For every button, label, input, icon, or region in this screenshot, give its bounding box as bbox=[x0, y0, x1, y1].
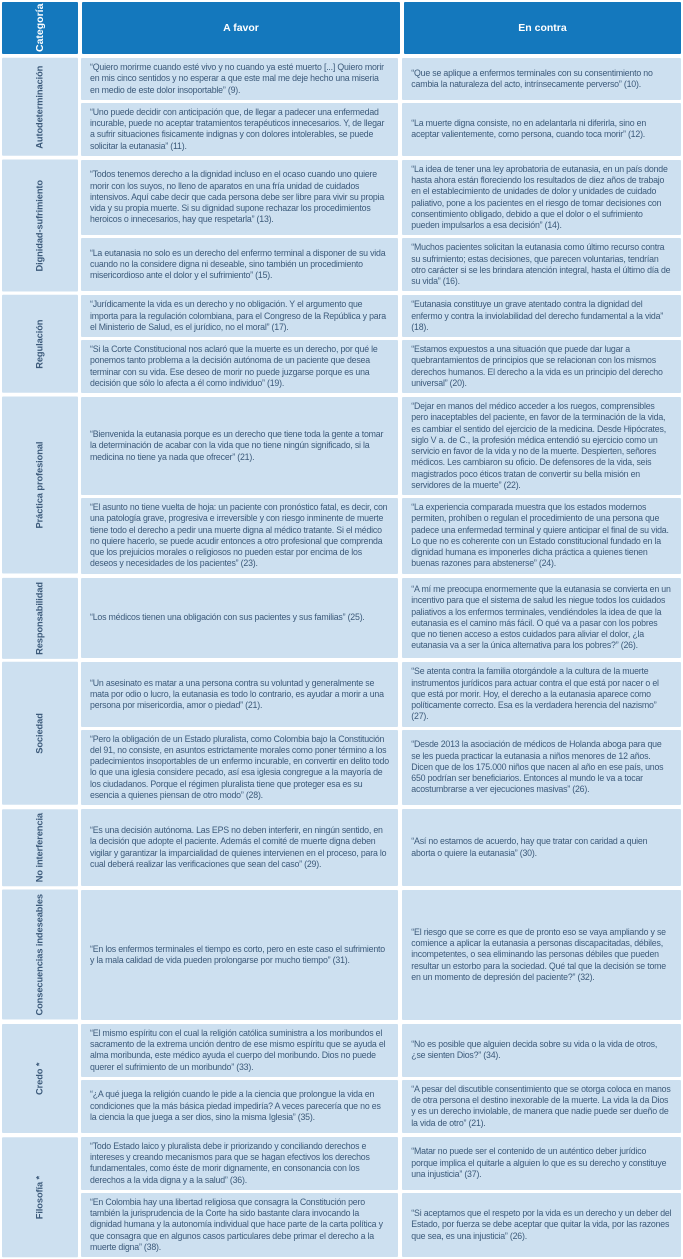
argument-row bbox=[81, 1193, 681, 1257]
pro-argument-cell: “Los médicos tienen una obligación con sus pacientes y sus familias” (25). bbox=[81, 578, 398, 659]
argument-row bbox=[81, 160, 681, 236]
con-argument-cell: “La idea de tener una ley aprobatoria de eutanasia, en un país donde hasta ahora están floreciendo los resultados de diez años de trabajo en el establecimiento de unidades de dolor y unidades de cuidado paliativo, pone a los pacientes en el riesgo de tomar decisiones con consentimiento obligado, debido a que el dolor o el sufrimiento pueden impulsarlos a esa decisión” (14). bbox=[402, 160, 681, 236]
category-group-no-interferencia bbox=[2, 809, 681, 886]
pro-argument-cell: “En los enfermos terminales el tiempo es corto, pero en este caso el sufrimiento y la mala calidad de vida pueden prolongarse por mucho tiempo” (31). bbox=[81, 890, 398, 1020]
pro-argument-cell: “El asunto no tiene vuelta de hoja: un paciente con pronóstico fatal, es decir, con una patología grave, progresiva e irreversible y con riesgo inminente de muerte tiene todo el derecho a pedir una muerte digna al médico tratante. Si el médico no quiere hacerlo, se puede acudir entonces a otro profesional que comprenda que los prejuicios morales o religiosos no pueden estar por encima de los deseos y necesidades de los pacientes” (23). bbox=[81, 498, 398, 574]
category-rows bbox=[81, 890, 681, 1020]
category-rows bbox=[81, 1024, 681, 1133]
argument-row bbox=[81, 890, 681, 1020]
argument-row bbox=[81, 397, 681, 495]
con-argument-cell: “Si aceptamos que el respeto por la vida es un derecho y un deber del Estado, por fuerza se debe aceptar que quitar la vida, por las razones que sea, es una injusticia” (26). bbox=[402, 1193, 681, 1257]
argument-row bbox=[81, 238, 681, 291]
argument-row bbox=[81, 730, 681, 806]
category-label-regulación: Regulación bbox=[2, 295, 78, 393]
column-header-category: Categoría bbox=[2, 2, 78, 54]
pro-argument-cell: “¿A qué juega la religión cuando le pide a la ciencia que prolongue la vida en condiciones que la más básica piedad impediría? A veces parecería que no es la ciencia la que juega a ser dios, sino la misma Iglesia” (35). bbox=[81, 1080, 398, 1133]
con-argument-cell: “Que se aplique a enfermos terminales con su consentimiento no cambia la naturaleza del acto, intrínsecamente perverso” (10). bbox=[402, 58, 681, 100]
category-group-práctica-profesional bbox=[2, 397, 681, 574]
table-header-row bbox=[2, 2, 681, 54]
pro-argument-cell: “Quiero morirme cuando esté vivo y no cuando ya esté muerto [...] Quiero morir en mis cinco sentidos y no esperar a que este mal me deje hecho una miseria en medio de este dolor insoportable” (9). bbox=[81, 58, 398, 100]
con-argument-cell: “La experiencia comparada muestra que los estados modernos permiten, prohíben o regulan el procedimiento de una persona que padece una enfermedad terminal y quiere anticipar el final de su vida. Lo que no es coherente con un Estado constitucional fundado en la dignidad humana es imponerles dicha práctica a quienes tienen buenas razones para abstenerse” (24). bbox=[402, 498, 681, 574]
category-group-responsabilidad bbox=[2, 578, 681, 659]
category-rows bbox=[81, 397, 681, 574]
argument-row bbox=[81, 578, 681, 659]
category-group-autodeterminación bbox=[2, 58, 681, 156]
category-group-consecuencias-indeseables bbox=[2, 890, 681, 1020]
pro-argument-cell: “Jurídicamente la vida es un derecho y no obligación. Y el argumento que importa para la regulación colombiana, para el Congreso de la República y para el Ministerio de Salud, es el jurídico, no el moral” (17). bbox=[81, 295, 398, 337]
con-argument-cell: “Así no estamos de acuerdo, hay que tratar con caridad a quien aborta o quiere la eutanasia” (30). bbox=[402, 809, 681, 886]
category-label-responsabilidad: Responsabilidad bbox=[2, 578, 78, 659]
category-label-sociedad: Sociedad bbox=[2, 662, 78, 805]
con-argument-cell: “Desde 2013 la asociación de médicos de Holanda aboga para que se les pueda practicar la eutanasia a niños menores de 12 años. Dicen que de los 175.000 niños que nacen al año en ese país, unos 650 podrían ser beneficiarios. Entonces al mundo le va a tocar acostumbrarse a ver ejecuciones masivas” (26). bbox=[402, 730, 681, 806]
category-rows bbox=[81, 160, 681, 292]
con-argument-cell: “No es posible que alguien decida sobre su vida o la vida de otros, ¿se sienten Dios?” (34). bbox=[402, 1024, 681, 1077]
pro-argument-cell: “Un asesinato es matar a una persona contra su voluntad y generalmente se mata por odio o lucro, la eutanasia es todo lo contrario, es ayudar a morir a una persona por misericordia, amor o piedad” (21). bbox=[81, 662, 398, 726]
pro-argument-cell: “Todos tenemos derecho a la dignidad incluso en el ocaso cuando uno quiere morir con los suyos, no lleno de aparatos en una fría unidad de cuidados intensivos. Aquí cabe decir que cada persona debe ser libre para vivir su propia vida y su propia muerte. Si su dignidad supone rechazar los procedimientos heroicos o innecesarios, hay que respetarla” (13). bbox=[81, 160, 398, 236]
argument-row bbox=[81, 295, 681, 337]
con-argument-cell: “Estamos expuestos a una situación que puede dar lugar a quebrantamientos de principios que se relacionan con los mismos derechos humanos. El derecho a la vida es un principio del derecho universal” (20). bbox=[402, 340, 681, 393]
category-group-sociedad bbox=[2, 662, 681, 805]
argument-row bbox=[81, 1080, 681, 1133]
category-rows bbox=[81, 809, 681, 886]
argument-row bbox=[81, 662, 681, 726]
category-rows bbox=[81, 578, 681, 659]
con-argument-cell: “Matar no puede ser el contenido de un auténtico deber jurídico porque implica el quitarle a alguien lo que es su derecho y constituye una injusticia” (37). bbox=[402, 1137, 681, 1190]
pro-argument-cell: “Todo Estado laico y pluralista debe ir priorizando y conciliando derechos e intereses y creando mecanismos para que se hagan efectivos los derechos fundamentales, como éste de morir dignamente, en consonancia con los derechos a la vida digna y a la salud” (36). bbox=[81, 1137, 398, 1190]
argument-row bbox=[81, 103, 681, 156]
category-label-dignidad-sufrimiento: Dignidad-sufrimiento bbox=[2, 160, 78, 292]
category-rows bbox=[81, 1137, 681, 1257]
con-argument-cell: “Se atenta contra la familia otorgándole a la cultura de la muerte instrumentos jurídicos para actuar contra el que está por nacer o el que está por morir. Hoy, el derecho a la eutanasia aparece como políticamente correcto. Esa es la verdadera herencia del nazismo” (27). bbox=[402, 662, 681, 726]
category-label-no-interferencia: No interferencia bbox=[2, 809, 78, 886]
category-group-dignidad-sufrimiento bbox=[2, 160, 681, 292]
category-label-filosofía: Filosofía * bbox=[2, 1137, 78, 1257]
category-rows bbox=[81, 295, 681, 393]
pro-argument-cell: “Es una decisión autónoma. Las EPS no deben interferir, en ningún sentido, en la decisión que adopte el paciente. Además el comité de muerte digna deben vigilar y garantizar la imparcialidad de quienes intervienen en el proceso, para lo cual deberá realizar las verificaciones que sean del caso” (29). bbox=[81, 809, 398, 886]
argument-row bbox=[81, 58, 681, 100]
argument-row bbox=[81, 809, 681, 886]
pro-argument-cell: “Uno puede decidir con anticipación que, de llegar a padecer una enfermedad incurable, puede no aceptar tratamientos terapéuticos innecesarios. Y, de llegar a sufrir situaciones fisicamente indignas y con dolores intolerables, se puede solicitar la eutanasia” (11). bbox=[81, 103, 398, 156]
con-argument-cell: “Dejar en manos del médico acceder a los ruegos, comprensibles pero inaceptables del paciente, en favor de la terminación de la vida, es cambiar el sentido del ejercicio de la medicina. Desde Hipócrates, siglo V a. de C., la profesión médica entendió su ejercicio como un servicio en favor de la vida y no de la muerte. Despierten, señores médicos. Les cambiaron su oficio. De defensores de la vida, seis magistrados poco éticos tratan de convertir su bella misión en servidores de la muerte” (22). bbox=[402, 397, 681, 495]
pro-argument-cell: “Pero la obligación de un Estado pluralista, como Colombia bajo la Constitución del 91, no consiste, en asuntos estrictamente morales como poner término a los padecimientos insoportables de un enfermo incurable, en convertir en delito todo lo que una iglesia considere pecado, así esa iglesia congregue a la mayoría de los ciudadanos. Porque el régimen pluralista tiene que proteger esa es su esencia a quienes piensan de otro modo” (28). bbox=[81, 730, 398, 806]
category-label-autodeterminación: Autodeterminación bbox=[2, 58, 78, 156]
con-argument-cell: “Eutanasia constituye un grave atentado contra la dignidad del enfermo y contra la inviolabilidad del derecho fundamental a la vida” (18). bbox=[402, 295, 681, 337]
argument-row bbox=[81, 340, 681, 393]
column-header-pro: A favor bbox=[82, 2, 400, 54]
argument-row bbox=[81, 1137, 681, 1190]
arguments-table bbox=[2, 2, 681, 1257]
category-label-credo: Credo * bbox=[2, 1024, 78, 1133]
column-header-con: En contra bbox=[404, 2, 681, 54]
con-argument-cell: “A mí me preocupa enormemente que la eutanasia se convierta en un incentivo para que el sistema de salud les niegue todos los cuidados paliativos a los enfermos terminales, vendiéndoles la idea de que la eutanasia es el camino más fácil. O qué va a pasar con los pobres que no tienen acceso a estos cuidados para aliviar el dolor, ¿la eutanasia va a ser la única alternativa para los pobres?” (26). bbox=[402, 578, 681, 659]
category-rows bbox=[81, 662, 681, 805]
category-rows bbox=[81, 58, 681, 156]
argument-row bbox=[81, 1024, 681, 1077]
pro-argument-cell: “El mismo espíritu con el cual la religión católica suministra a los moribundos el sacramento de la extrema unción dentro de ese mismo espíritu que se ayuda el alma moribunda, este médico ayuda el cuerpo del moribundo. Dios no puede querer el sufrimiento de un moribundo” (33). bbox=[81, 1024, 398, 1077]
category-group-credo bbox=[2, 1024, 681, 1133]
pro-argument-cell: “Bienvenida la eutanasia porque es un derecho que tiene toda la gente a tomar la determinación de acabar con la vida que no tiene ningún significado, si la medicina no tiene ya nada que ofrecer” (21). bbox=[81, 397, 398, 495]
pro-argument-cell: “Si la Corte Constitucional nos aclaró que la muerte es un derecho, por qué le ponemos tanto problema a la decisión autónoma de un paciente que desea terminar con su vida. Ese deseo de morir no puede juzgarse porque es una decisión que sólo lo afecta a él como individuo” (19). bbox=[81, 340, 398, 393]
category-group-regulación bbox=[2, 295, 681, 393]
category-label-práctica-profesional: Práctica profesional bbox=[2, 397, 78, 574]
category-label-consecuencias-indeseables: Consecuencias indeseables bbox=[2, 890, 78, 1020]
con-argument-cell: “El riesgo que se corre es que de pronto eso se vaya ampliando y se comience a aplicar la eutanasia a personas discapacitadas, débiles, incompetentes, o sea eliminando las personas débiles que pueden resultar un estorbo para la sociedad. Qué tal que la decisión se tome en un momento de depresión del paciente?” (32). bbox=[402, 890, 681, 1020]
pro-argument-cell: “La eutanasia no solo es un derecho del enfermo terminal a disponer de su vida cuando no la considere digna ni deseable, sino también un procedimiento misericordioso ante el dolor y el sufrimiento” (15). bbox=[81, 238, 398, 291]
con-argument-cell: “A pesar del discutible consentimiento que se otorga coloca en manos de otra persona el destino inexorable de la muerte. La vida la da Dios y es un derecho inviolable, de manera que nadie puede ser dueño de la vida de otro” (21). bbox=[402, 1080, 681, 1133]
con-argument-cell: “Muchos pacientes solicitan la eutanasia como último recurso contra su sufrimiento; estas decisiones, que parecen voluntarias, tendrían otro carácter si se les brindara atención integral, hasta el último día de su vida” (16). bbox=[402, 238, 681, 291]
argument-row bbox=[81, 498, 681, 574]
pro-argument-cell: “En Colombia hay una libertad religiosa que consagra la Constitución pero también la jurisprudencia de la Corte ha sido bastante clara invocando la dignidad humana y la autonomía individual que hace parte de la carta política y que consagra que en algunos casos particulares debe primar el derecho a la muerte digna” (38). bbox=[81, 1193, 398, 1257]
con-argument-cell: “La muerte digna consiste, no en adelantarla ni diferirla, sino en aceptar valientemente, como persona, cuando toca morir” (12). bbox=[402, 103, 681, 156]
category-group-filosofía bbox=[2, 1137, 681, 1257]
